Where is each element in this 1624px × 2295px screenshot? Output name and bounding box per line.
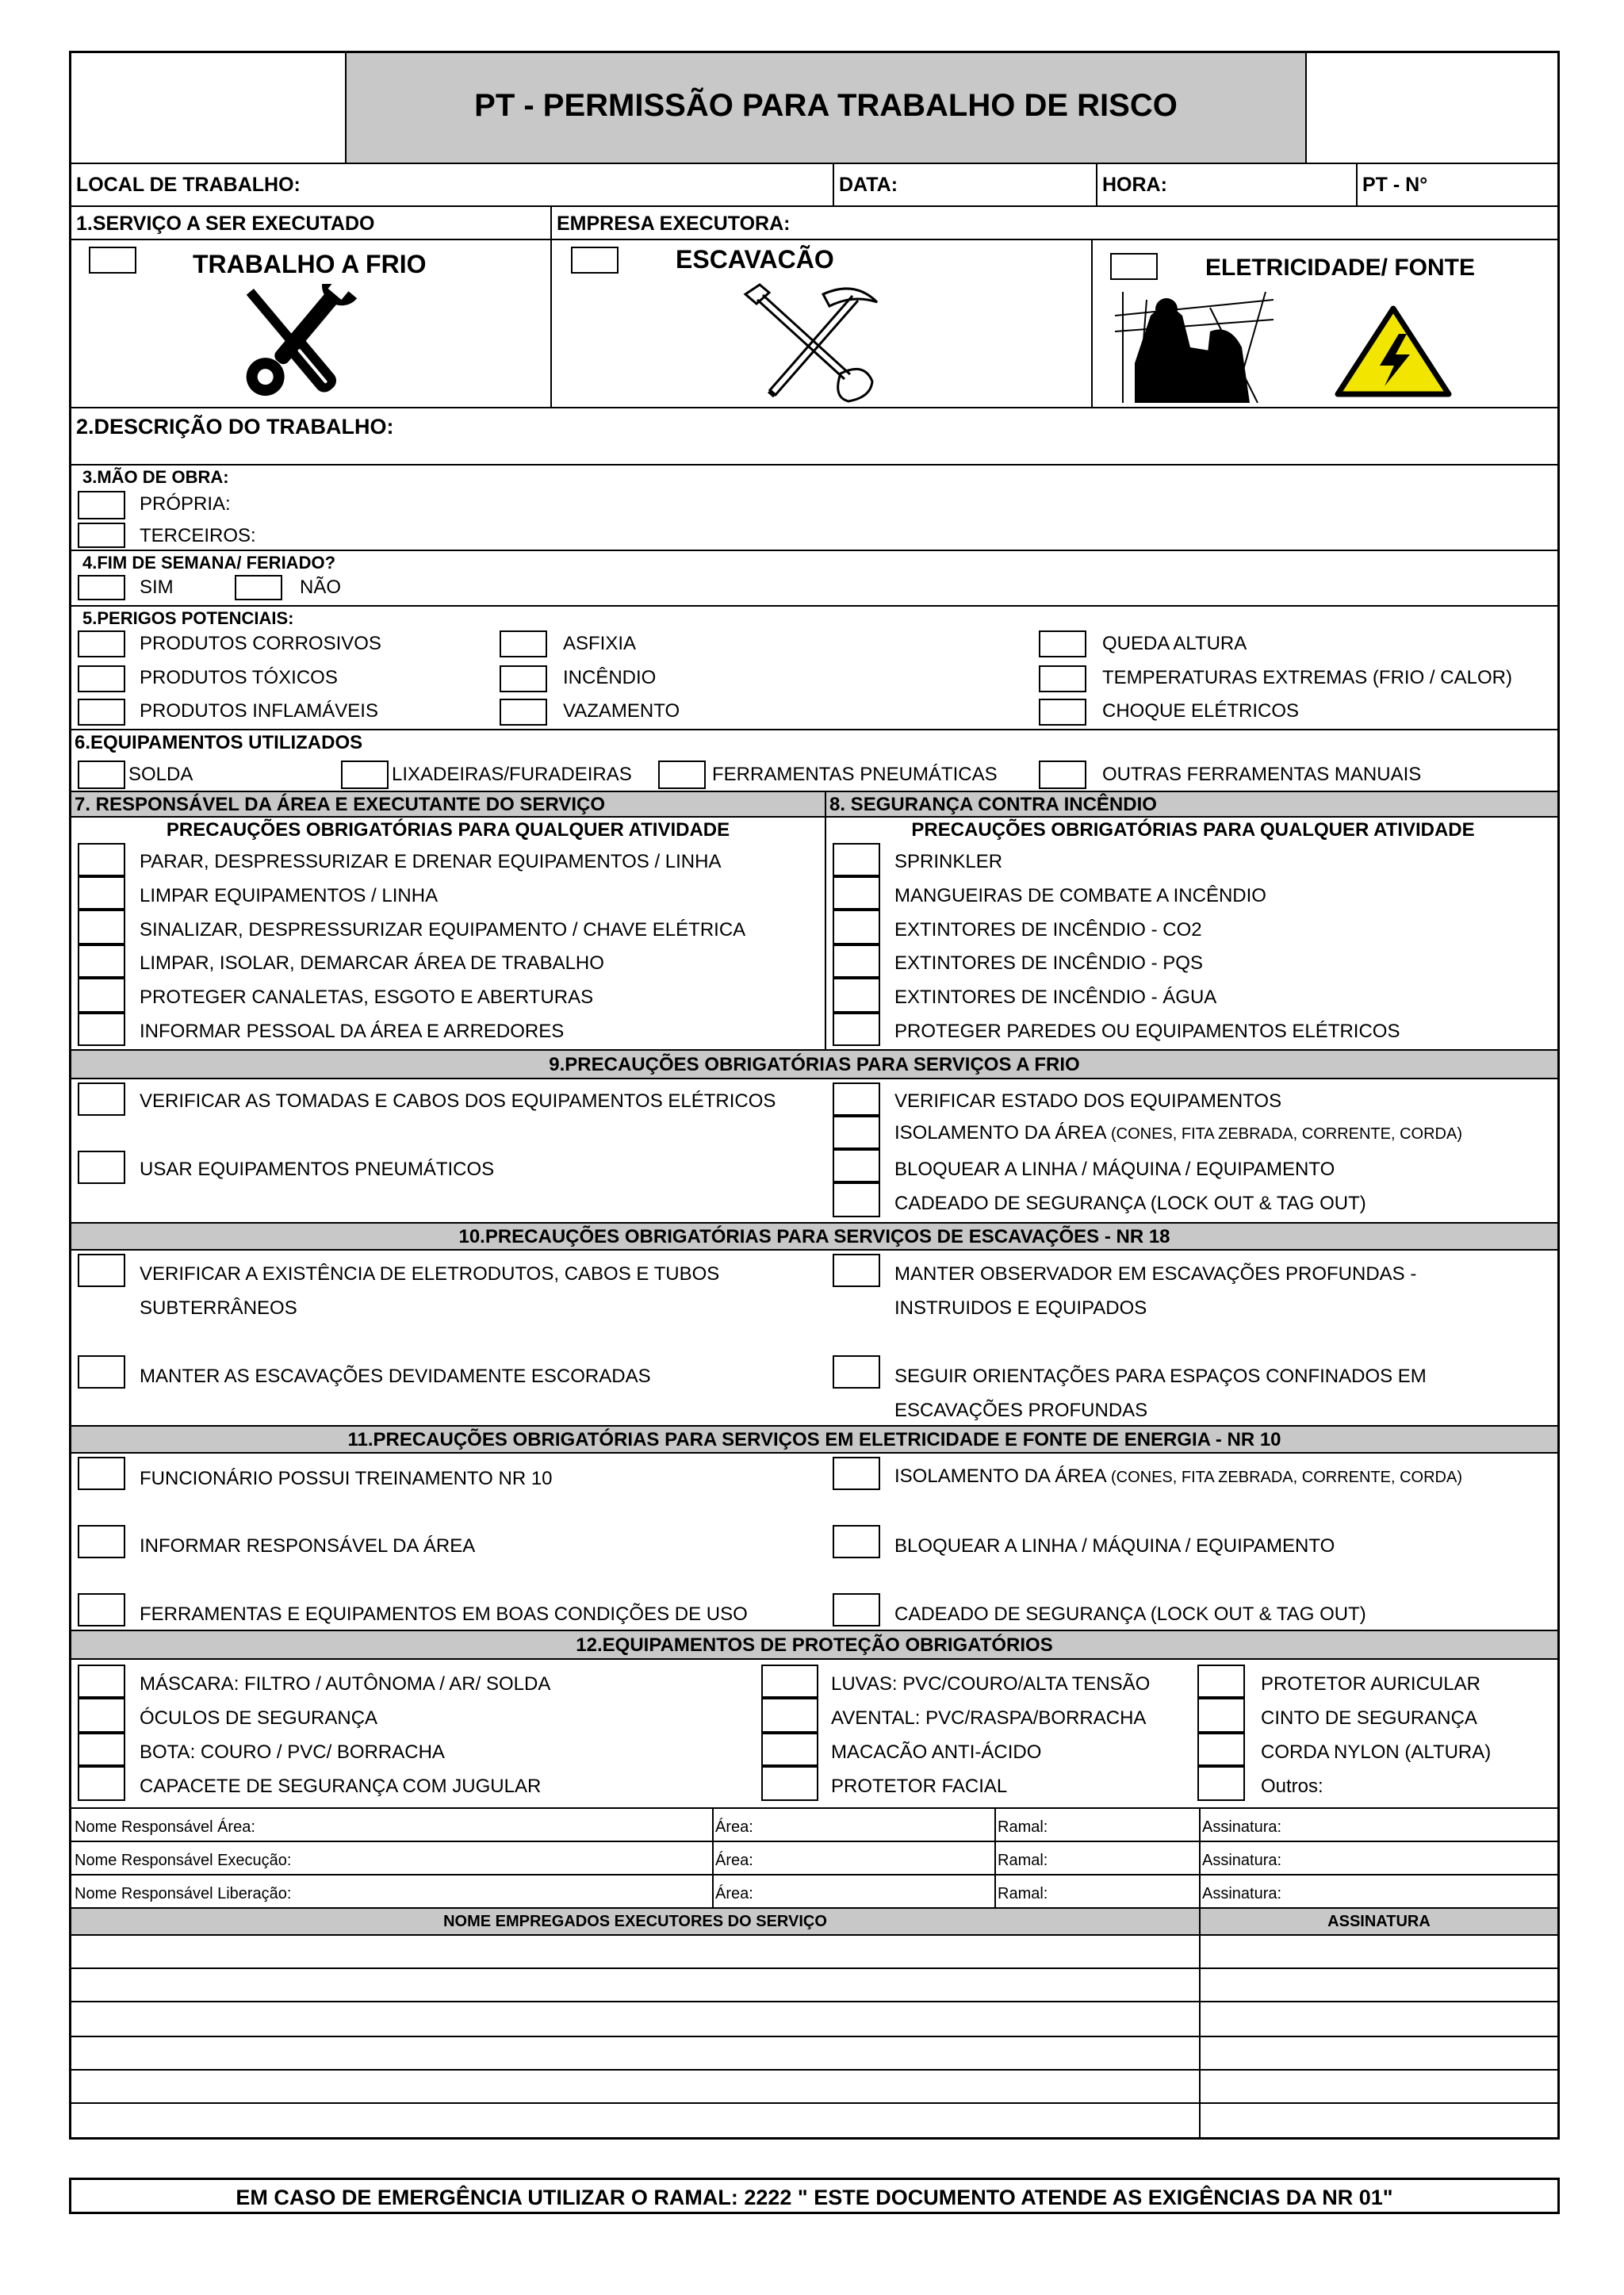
- hora-label: HORA:: [1102, 174, 1167, 196]
- electrician-photo-icon: [1115, 284, 1274, 403]
- checkbox-epi[interactable]: [1197, 1766, 1245, 1801]
- checkbox-epi[interactable]: [78, 1698, 125, 1733]
- perigo-label: TEMPERATURAS EXTREMAS (FRIO / CALOR): [1102, 667, 1512, 688]
- checkbox-perigo[interactable]: [500, 665, 547, 692]
- s10-body: [71, 1251, 1557, 1427]
- pt-number-label: PT - N°: [1362, 174, 1428, 196]
- footer-box: [69, 2178, 1560, 2214]
- s9-item: VERIFICAR AS TOMADAS E CABOS DOS EQUIPAMENTOS ELÉTRICOS: [140, 1090, 776, 1112]
- checkbox-epi[interactable]: [78, 1733, 125, 1766]
- s6-row: [71, 730, 1557, 792]
- s12-header-row: [71, 1631, 1557, 1660]
- high-voltage-icon: [1334, 304, 1453, 399]
- s10-item: MANTER OBSERVADOR EM ESCAVAÇÕES PROFUNDAS -: [894, 1263, 1417, 1285]
- equip-label: SOLDA: [128, 764, 193, 785]
- perigo-label: PRODUTOS TÓXICOS: [140, 667, 338, 688]
- checkbox-equip[interactable]: [341, 761, 389, 789]
- s9-item: ISOLAMENTO DA ÁREA: [894, 1122, 1106, 1144]
- s10-item: SEGUIR ORIENTAÇÕES PARA ESPAÇOS CONFINADOS EM: [894, 1366, 1427, 1387]
- s8-item: EXTINTORES DE INCÊNDIO - ÁGUA: [894, 987, 1217, 1008]
- checkbox-s7[interactable]: [78, 1013, 125, 1046]
- data-label: DATA:: [839, 174, 898, 196]
- perigo-label: PRODUTOS INFLAMÁVEIS: [140, 700, 378, 722]
- s5-title: 5.PERIGOS POTENCIAIS:: [82, 608, 294, 628]
- checkbox-s11[interactable]: [78, 1525, 125, 1558]
- s10-item: SUBTERRÂNEOS: [140, 1297, 297, 1319]
- checkbox-propria[interactable]: [78, 491, 125, 519]
- checkbox-s11[interactable]: [78, 1593, 125, 1626]
- footer-text: EM CASO DE EMERGÊNCIA UTILIZAR O RAMAL: 2222 " ESTE DOCUMENTO ATENDE AS EXIGÊNCIAS DA NR 01": [236, 2186, 1393, 2209]
- sign-label: Nome Responsável Liberação:: [75, 1885, 292, 1902]
- page-title: PT - PERMISSÃO PARA TRABALHO DE RISCO: [474, 88, 1178, 123]
- s7-item: INFORMAR PESSOAL DA ÁREA E ARREDORES: [140, 1021, 565, 1042]
- s9-item: CADEADO DE SEGURANÇA (LOCK OUT & TAG OUT): [894, 1193, 1366, 1214]
- checkbox-escavacao[interactable]: [571, 247, 619, 274]
- checkbox-perigo[interactable]: [500, 699, 547, 726]
- s7-item: PARAR, DESPRESSURIZAR E DRENAR EQUIPAMENTOS / LINHA: [140, 851, 722, 872]
- s7-item: LIMPAR, ISOLAR, DEMARCAR ÁREA DE TRABALHO: [140, 952, 604, 974]
- sign-assinatura-label: Assinatura:: [1202, 1885, 1282, 1902]
- checkbox-equip[interactable]: [658, 761, 706, 789]
- s6-title: 6.EQUIPAMENTOS UTILIZADOS: [75, 732, 363, 753]
- s8-item: PROTEGER PAREDES OU EQUIPAMENTOS ELÉTRICOS: [894, 1021, 1400, 1042]
- checkbox-perigo[interactable]: [1039, 665, 1086, 692]
- s11-item-isolamento: [894, 1466, 1462, 1488]
- option-escavacao: ESCAVACÃO: [676, 245, 834, 274]
- checkbox-nao[interactable]: [235, 575, 282, 600]
- perigo-label: ASFIXIA: [563, 633, 637, 654]
- sign-row-area: [71, 1809, 1557, 1842]
- checkbox-s10[interactable]: [833, 1254, 880, 1287]
- s8-item: MANGUEIRAS DE COMBATE A INCÊNDIO: [894, 885, 1266, 906]
- sign-area-label: Área:: [715, 1885, 753, 1902]
- s9-isolamento-note: (CONES, FITA ZEBRADA, CORRENTE, CORDA): [1110, 1125, 1462, 1143]
- s8-item: EXTINTORES DE INCÊNDIO - CO2: [894, 919, 1202, 941]
- sign-ramal-label: Ramal:: [998, 1818, 1048, 1836]
- s9-item: VERIFICAR ESTADO DOS EQUIPAMENTOS: [894, 1090, 1282, 1112]
- s7-subtitle: PRECAUÇÕES OBRIGATÓRIAS PARA QUALQUER ATIVIDADE: [166, 819, 730, 841]
- s8-subtitle: PRECAUÇÕES OBRIGATÓRIAS PARA QUALQUER ATIVIDADE: [911, 819, 1475, 841]
- label-nao: NÃO: [300, 577, 342, 598]
- epi-label: BOTA: COURO / PVC/ BORRACHA: [140, 1741, 445, 1763]
- epi-label: PROTETOR FACIAL: [831, 1776, 1008, 1797]
- checkbox-eletricidade[interactable]: [1110, 253, 1158, 280]
- info-row: [71, 164, 1557, 207]
- checkbox-s10[interactable]: [78, 1254, 125, 1287]
- executors-sign-header: ASSINATURA: [1327, 1913, 1431, 1930]
- executor-row[interactable]: [71, 2002, 1557, 2037]
- checkbox-s9[interactable]: [833, 1082, 880, 1116]
- checkbox-equip[interactable]: [1039, 761, 1086, 789]
- local-label: LOCAL DE TRABALHO:: [76, 174, 301, 196]
- checkbox-s8[interactable]: [833, 944, 880, 978]
- header-row: [71, 53, 1557, 164]
- checkbox-s8[interactable]: [833, 843, 880, 876]
- s11-item: FUNCIONÁRIO POSSUI TREINAMENTO NR 10: [140, 1468, 553, 1489]
- perigo-label: VAZAMENTO: [563, 700, 680, 722]
- checkbox-s7[interactable]: [78, 978, 125, 1013]
- sign-area-label: Área:: [715, 1852, 753, 1869]
- label-propria: PRÓPRIA:: [140, 493, 231, 515]
- title-box: [345, 53, 1307, 163]
- checkbox-epi[interactable]: [761, 1698, 818, 1733]
- s11-item: ISOLAMENTO DA ÁREA: [894, 1466, 1106, 1487]
- checkbox-perigo[interactable]: [78, 665, 125, 692]
- sign-row-execucao: [71, 1842, 1557, 1875]
- checkbox-perigo[interactable]: [1039, 630, 1086, 657]
- s10-item: ESCAVAÇÕES PROFUNDAS: [894, 1400, 1148, 1421]
- checkbox-perigo[interactable]: [78, 699, 125, 726]
- s11-item: BLOQUEAR A LINHA / MÁQUINA / EQUIPAMENTO: [894, 1535, 1335, 1557]
- s11-isolamento-note: (CONES, FITA ZEBRADA, CORRENTE, CORDA): [1110, 1469, 1462, 1486]
- s7-item: SINALIZAR, DESPRESSURIZAR EQUIPAMENTO / CHAVE ELÉTRICA: [140, 919, 746, 941]
- s10-item: INSTRUIDOS E EQUIPADOS: [894, 1297, 1147, 1319]
- equip-label: OUTRAS FERRAMENTAS MANUAIS: [1102, 764, 1422, 785]
- checkbox-epi[interactable]: [78, 1766, 125, 1801]
- s9-item: USAR EQUIPAMENTOS PNEUMÁTICOS: [140, 1159, 495, 1180]
- epi-label: LUVAS: PVC/COURO/ALTA TENSÃO: [831, 1673, 1151, 1695]
- epi-label: MÁSCARA: FILTRO / AUTÔNOMA / AR/ SOLDA: [140, 1673, 551, 1695]
- checkbox-epi[interactable]: [78, 1665, 125, 1698]
- executor-row[interactable]: [71, 1936, 1557, 1969]
- executors-name-header: NOME EMPREGADOS EXECUTORES DO SERVIÇO: [443, 1913, 827, 1930]
- epi-label: CINTO DE SEGURANÇA: [1261, 1707, 1477, 1729]
- checkbox-perigo[interactable]: [78, 630, 125, 657]
- checkbox-perigo[interactable]: [500, 630, 547, 657]
- checkbox-epi[interactable]: [761, 1665, 818, 1698]
- equip-label: FERRAMENTAS PNEUMÁTICAS: [712, 764, 998, 785]
- checkbox-epi[interactable]: [1197, 1733, 1245, 1766]
- executor-row[interactable]: [71, 2037, 1557, 2071]
- executors-header-row: [71, 1909, 1557, 1936]
- checkbox-epi[interactable]: [1197, 1665, 1245, 1698]
- s10-item: VERIFICAR A EXISTÊNCIA DE ELETRODUTOS, CABOS E TUBOS: [140, 1263, 720, 1285]
- checkbox-s11[interactable]: [78, 1457, 125, 1490]
- epi-label: CAPACETE DE SEGURANÇA COM JUGULAR: [140, 1776, 542, 1797]
- s9-header-row: [71, 1051, 1557, 1079]
- sign-assinatura-label: Assinatura:: [1202, 1852, 1282, 1869]
- permit-form: [69, 51, 1560, 2140]
- checkbox-s11[interactable]: [833, 1457, 880, 1490]
- checkbox-epi[interactable]: [761, 1766, 818, 1801]
- s10-title: 10.PRECAUÇÕES OBRIGATÓRIAS PARA SERVIÇOS DE ESCAVAÇÕES - NR 18: [458, 1226, 1170, 1247]
- s10-header-row: [71, 1224, 1557, 1251]
- sign-area-label: Área:: [715, 1818, 753, 1836]
- s12-body: [71, 1660, 1557, 1809]
- sign-ramal-label: Ramal:: [998, 1885, 1048, 1902]
- s3-title: 3.MÃO DE OBRA:: [82, 467, 229, 487]
- tools-icon: [222, 284, 365, 403]
- checkbox-epi[interactable]: [761, 1733, 818, 1766]
- checkbox-perigo[interactable]: [1039, 699, 1086, 726]
- s11-body: [71, 1454, 1557, 1631]
- s5-row: [71, 607, 1557, 730]
- epi-label: CORDA NYLON (ALTURA): [1261, 1741, 1492, 1763]
- perigo-label: CHOQUE ELÉTRICOS: [1102, 700, 1300, 722]
- checkbox-s7[interactable]: [78, 876, 125, 910]
- checkbox-s8[interactable]: [833, 876, 880, 910]
- checkbox-sim[interactable]: [78, 575, 125, 600]
- checkbox-s9[interactable]: [78, 1082, 125, 1116]
- s1-title: 1.SERVIÇO A SER EXECUTADO: [76, 213, 375, 235]
- s9-item-isolamento: [894, 1122, 1462, 1144]
- epi-label: ÓCULOS DE SEGURANÇA: [140, 1707, 378, 1729]
- checkbox-s9[interactable]: [833, 1116, 880, 1149]
- checkbox-s8[interactable]: [833, 1013, 880, 1046]
- s2-row: [71, 408, 1557, 466]
- s3-row: [71, 466, 1557, 551]
- checkbox-epi[interactable]: [1197, 1698, 1245, 1733]
- checkbox-s11[interactable]: [833, 1525, 880, 1558]
- s7-item: PROTEGER CANALETAS, ESGOTO E ABERTURAS: [140, 987, 594, 1008]
- perigo-label: PRODUTOS CORROSIVOS: [140, 633, 381, 654]
- sign-label: Nome Responsável Área:: [75, 1818, 255, 1836]
- equip-label: LIXADEIRAS/FURADEIRAS: [392, 764, 632, 785]
- checkbox-equip[interactable]: [78, 761, 125, 789]
- s11-item: CADEADO DE SEGURANÇA (LOCK OUT & TAG OUT): [894, 1603, 1366, 1625]
- s11-header-row: [71, 1427, 1557, 1454]
- epi-label: AVENTAL: PVC/RASPA/BORRACHA: [831, 1707, 1147, 1729]
- checkbox-s9[interactable]: [78, 1151, 125, 1184]
- s2-title: 2.DESCRIÇÃO DO TRABALHO:: [76, 415, 394, 439]
- s1-options-row: [71, 240, 1557, 408]
- label-terceiros: TERCEIROS:: [140, 525, 256, 546]
- epi-label: MACACÃO ANTI-ÁCIDO: [831, 1741, 1042, 1763]
- s7-s8-header-row: [71, 792, 1557, 818]
- s7-s8-body: [71, 818, 1557, 1051]
- s10-item: MANTER AS ESCAVAÇÕES DEVIDAMENTE ESCORADAS: [140, 1366, 651, 1387]
- s4-row: [71, 551, 1557, 607]
- perigo-label: QUEDA ALTURA: [1102, 633, 1247, 654]
- s8-title: 8. SEGURANÇA CONTRA INCÊNDIO: [829, 794, 1157, 815]
- checkbox-s10[interactable]: [78, 1355, 125, 1389]
- s7-title: 7. RESPONSÁVEL DA ÁREA E EXECUTANTE DO SERVIÇO: [75, 794, 606, 815]
- s4-title: 4.FIM DE SEMANA/ FERIADO?: [82, 553, 336, 573]
- checkbox-s9[interactable]: [833, 1149, 880, 1182]
- s1-header-row: [71, 207, 1557, 240]
- epi-label: PROTETOR AURICULAR: [1261, 1673, 1480, 1695]
- checkbox-s7[interactable]: [78, 910, 125, 944]
- s8-item: EXTINTORES DE INCÊNDIO - PQS: [894, 952, 1203, 974]
- s8-item: SPRINKLER: [894, 851, 1003, 872]
- executor-row[interactable]: [71, 1969, 1557, 2002]
- sign-ramal-label: Ramal:: [998, 1852, 1048, 1869]
- checkbox-s7[interactable]: [78, 843, 125, 876]
- shovel-pickaxe-icon: [737, 280, 880, 403]
- s11-item: INFORMAR RESPONSÁVEL DA ÁREA: [140, 1535, 476, 1557]
- sign-assinatura-label: Assinatura:: [1202, 1818, 1282, 1836]
- checkbox-terceiros[interactable]: [78, 523, 125, 548]
- checkbox-s10[interactable]: [833, 1355, 880, 1389]
- executor-row[interactable]: [71, 2104, 1557, 2137]
- empresa-label: EMPRESA EXECUTORA:: [557, 213, 791, 235]
- s11-title: 11.PRECAUÇÕES OBRIGATÓRIAS PARA SERVIÇOS EM ELETRICIDADE E FONTE DE ENERGIA - NR 10: [347, 1429, 1281, 1450]
- epi-label: Outros:: [1261, 1776, 1323, 1797]
- s11-item: FERRAMENTAS E EQUIPAMENTOS EM BOAS CONDIÇÕES DE USO: [140, 1603, 748, 1625]
- s12-title: 12.EQUIPAMENTOS DE PROTEÇÃO OBRIGATÓRIOS: [576, 1634, 1053, 1656]
- checkbox-s9[interactable]: [833, 1182, 880, 1217]
- s9-title: 9.PRECAUÇÕES OBRIGATÓRIAS PARA SERVIÇOS A FRIO: [549, 1054, 1080, 1075]
- s7-item: LIMPAR EQUIPAMENTOS / LINHA: [140, 885, 439, 906]
- label-sim: SIM: [140, 577, 174, 598]
- checkbox-s7[interactable]: [78, 944, 125, 978]
- option-eletricidade: ELETRICIDADE/ FONTE: [1205, 255, 1476, 281]
- sign-label: Nome Responsável Execução:: [75, 1852, 292, 1869]
- option-trabalho-frio: TRABALHO A FRIO: [193, 250, 427, 278]
- sign-row-liberacao: [71, 1875, 1557, 1909]
- checkbox-s8[interactable]: [833, 978, 880, 1013]
- checkbox-trabalho-frio[interactable]: [89, 247, 136, 274]
- perigo-label: INCÊNDIO: [563, 667, 657, 688]
- checkbox-s8[interactable]: [833, 910, 880, 944]
- s9-item: BLOQUEAR A LINHA / MÁQUINA / EQUIPAMENTO: [894, 1159, 1335, 1180]
- executor-row[interactable]: [71, 2071, 1557, 2104]
- s9-body: [71, 1079, 1557, 1224]
- checkbox-s11[interactable]: [833, 1593, 880, 1626]
